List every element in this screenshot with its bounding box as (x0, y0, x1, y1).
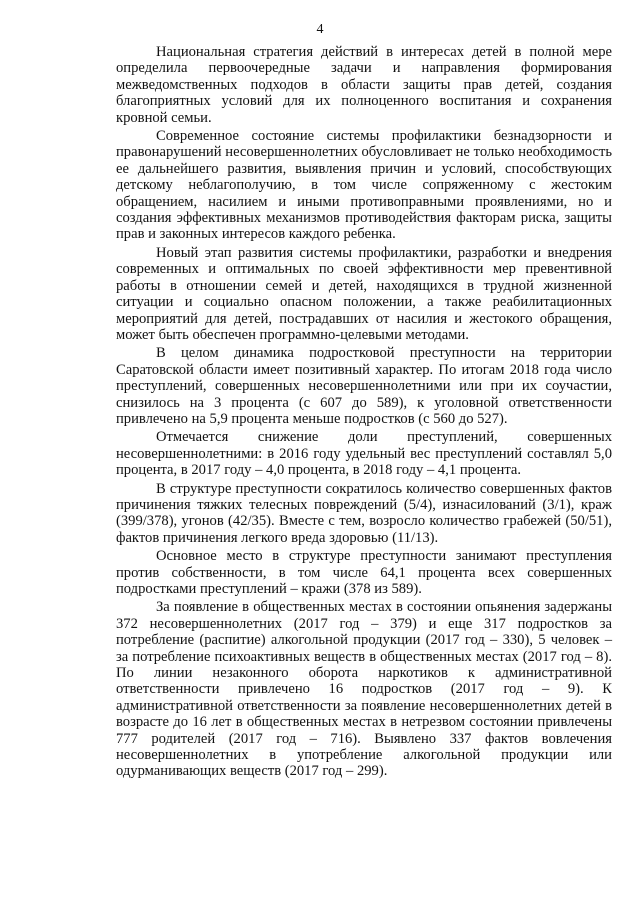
paragraph-administrative-offences: За появление в общественных местах в состоянии опьянения задержаны 372 несовершеннолетних (2017 год – 379) и еще 317 подростков за потребление (распитие) алкогольной продукции (2017 год – 330), 5 человек – за потребление психоактивных веществ в общественных местах (2017 год – 8). По линии незаконного оборота наркотиков к административной ответственности привлечено 16 подростков (2017 год – 9). К административной ответственности за появление несовершеннолетних детей в возрасте до 16 лет в общественных местах в нетрезвом состоянии привлечены 777 родителей (2017 год – 716). Выявлено 337 фактов вовлечения несовершеннолетних в употребление алкогольной продукции или одурманивающих веществ (2017 год – 299). (116, 599, 612, 780)
paragraph-new-stage: Новый этап развития системы профилактики, разработки и внедрения современных и оптимальных по своей эффективности мер превентивной работы в отношении семей и детей, находящихся в трудной жизненной ситуации и социально опасном положении, а также реабилитационных мероприятий для детей, пострадавших от насилия и жестокого обращения, может быть обеспечен программно-целевыми методами. (116, 244, 612, 343)
page-number: 4 (316, 22, 324, 37)
paragraph-crime-structure: В структуре преступности сократилось количество совершенных фактов причинения тяжких телесных повреждений (5/4), изнасилований (3/1), краж (399/378), угонов (42/35). Вместе с тем, возросло количество грабежей (50/51), фактов причинения легкого вреда здоровью (11/13). (116, 480, 612, 546)
paragraph-national-strategy: Национальная стратегия действий в интересах детей в полной мере определила первоочередные задачи и направления формирования межведомственных подходов в области защиты прав детей, создания благоприятных условий для их полноценного воспитания и сохранения кровной семьи. (116, 44, 612, 126)
paragraph-property-crimes: Основное место в структуре преступности занимают преступления против собственности, в том числе 64,1 процента всех совершенных подростками преступлений – кражи (378 из 589). (116, 548, 612, 597)
paragraph-crime-dynamics: В целом динамика подростковой преступности на территории Саратовской области имеет позитивный характер. По итогам 2018 года число преступлений, совершенных несовершеннолетними или при их соучастии, снизилось на 3 процента (с 607 до 589), к уголовной ответственности привлечено на 5,9 процента меньше подростков (с 560 до 527). (116, 345, 612, 427)
document-body (116, 44, 612, 780)
paragraph-crime-share: Отмечается снижение доли преступлений, совершенных несовершеннолетними: в 2016 году удельный вес преступлений составлял 5,0 процента, в 2017 году – 4,0 процента, в 2018 году – 4,1 процента. (116, 429, 612, 479)
paragraph-prevention-system-state: Современное состояние системы профилактики безнадзорности и правонарушений несовершеннолетних обусловливает не только необходимость ее дальнейшего развития, выявления причин и условий, способствующих детскому неблагополучию, в том числе сопряженному с жестоким обращением, насилием и иными противоправными проявлениями, но и создания эффективных механизмов противодействия факторам риска, защиты прав и законных интересов каждого ребенка. (116, 128, 612, 243)
